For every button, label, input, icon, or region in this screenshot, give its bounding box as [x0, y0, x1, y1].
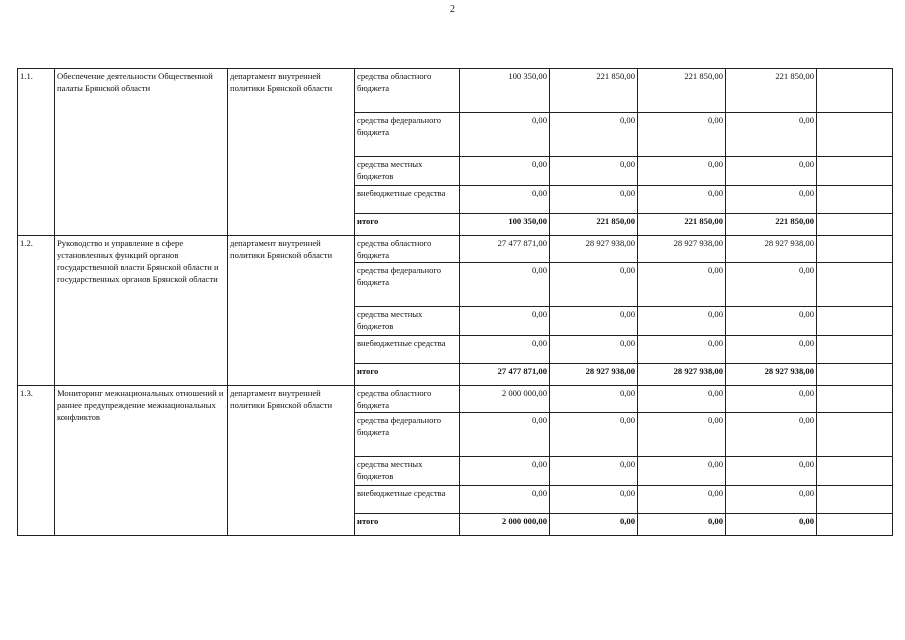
- section-executor: департамент внутренней политики Брянской области: [228, 69, 355, 236]
- amount-value: 0,00: [638, 486, 726, 514]
- total-value: 221 850,00: [638, 214, 726, 236]
- table-body: [18, 69, 893, 536]
- total-label: итого: [355, 214, 460, 236]
- empty-cell: [817, 236, 893, 263]
- amount-value: 0,00: [638, 386, 726, 413]
- amount-value: 0,00: [550, 186, 638, 214]
- funding-source: средства областного бюджета: [355, 386, 460, 413]
- amount-value: 0,00: [550, 486, 638, 514]
- amount-value: 0,00: [726, 336, 817, 364]
- empty-cell: [817, 364, 893, 386]
- amount-value: 0,00: [726, 413, 817, 457]
- amount-value: 0,00: [726, 263, 817, 307]
- empty-cell: [817, 113, 893, 157]
- amount-value: 221 850,00: [638, 69, 726, 113]
- amount-value: 0,00: [638, 113, 726, 157]
- amount-value: 0,00: [460, 413, 550, 457]
- empty-cell: [817, 186, 893, 214]
- amount-value: 28 927 938,00: [726, 236, 817, 263]
- amount-value: 0,00: [550, 413, 638, 457]
- funding-source: средства федерального бюджета: [355, 113, 460, 157]
- empty-cell: [817, 157, 893, 186]
- amount-value: 0,00: [460, 336, 550, 364]
- amount-value: 0,00: [460, 113, 550, 157]
- section-number: 1.1.: [18, 69, 55, 236]
- amount-value: 0,00: [638, 457, 726, 486]
- empty-cell: [817, 413, 893, 457]
- empty-cell: [817, 514, 893, 536]
- amount-value: 0,00: [550, 336, 638, 364]
- amount-value: 0,00: [726, 307, 817, 336]
- section-executor: департамент внутренней политики Брянской области: [228, 236, 355, 386]
- amount-value: 28 927 938,00: [638, 236, 726, 263]
- section-title: Обеспечение деятельности Общественной палаты Брянской области: [55, 69, 228, 236]
- amount-value: 0,00: [726, 386, 817, 413]
- amount-value: 0,00: [550, 386, 638, 413]
- amount-value: 0,00: [550, 457, 638, 486]
- funding-source: средства областного бюджета: [355, 69, 460, 113]
- total-value: 28 927 938,00: [726, 364, 817, 386]
- empty-cell: [817, 386, 893, 413]
- funding-source: внебюджетные средства: [355, 486, 460, 514]
- funding-source: средства федерального бюджета: [355, 263, 460, 307]
- funding-source: средства местных бюджетов: [355, 457, 460, 486]
- empty-cell: [817, 336, 893, 364]
- funding-source: средства местных бюджетов: [355, 307, 460, 336]
- amount-value: 221 850,00: [726, 69, 817, 113]
- table-row: [18, 69, 893, 113]
- amount-value: 0,00: [550, 113, 638, 157]
- total-value: 0,00: [726, 514, 817, 536]
- amount-value: 100 350,00: [460, 69, 550, 113]
- amount-value: 27 477 871,00: [460, 236, 550, 263]
- amount-value: 2 000 000,00: [460, 386, 550, 413]
- amount-value: 0,00: [638, 263, 726, 307]
- funding-source: средства местных бюджетов: [355, 157, 460, 186]
- total-value: 27 477 871,00: [460, 364, 550, 386]
- empty-cell: [817, 486, 893, 514]
- funding-source: внебюджетные средства: [355, 336, 460, 364]
- amount-value: 0,00: [638, 336, 726, 364]
- total-value: 221 850,00: [726, 214, 817, 236]
- section-title: Мониторинг межнациональных отношений и раннее предупреждение межнациональных конфликтов: [55, 386, 228, 536]
- amount-value: 0,00: [638, 157, 726, 186]
- total-value: 2 000 000,00: [460, 514, 550, 536]
- section-number: 1.3.: [18, 386, 55, 536]
- amount-value: 0,00: [460, 457, 550, 486]
- amount-value: 0,00: [638, 413, 726, 457]
- empty-cell: [817, 307, 893, 336]
- amount-value: 0,00: [460, 307, 550, 336]
- amount-value: 0,00: [726, 186, 817, 214]
- empty-cell: [817, 263, 893, 307]
- amount-value: 0,00: [460, 157, 550, 186]
- amount-value: 0,00: [460, 486, 550, 514]
- section-title: Руководство и управление в сфере установленных функций органов государственной власти Брянской области и государственных органов Брянской области: [55, 236, 228, 386]
- total-value: 100 350,00: [460, 214, 550, 236]
- amount-value: 0,00: [550, 157, 638, 186]
- amount-value: 0,00: [726, 113, 817, 157]
- amount-value: 0,00: [550, 263, 638, 307]
- table-row: [18, 386, 893, 413]
- amount-value: 221 850,00: [550, 69, 638, 113]
- budget-table: [17, 68, 893, 536]
- total-value: 28 927 938,00: [550, 364, 638, 386]
- total-value: 221 850,00: [550, 214, 638, 236]
- amount-value: 0,00: [550, 307, 638, 336]
- amount-value: 0,00: [726, 486, 817, 514]
- total-value: 0,00: [638, 514, 726, 536]
- page-number: 2: [450, 4, 455, 15]
- total-label: итого: [355, 364, 460, 386]
- amount-value: 0,00: [638, 307, 726, 336]
- amount-value: 0,00: [726, 157, 817, 186]
- amount-value: 0,00: [638, 186, 726, 214]
- total-value: 28 927 938,00: [638, 364, 726, 386]
- amount-value: 0,00: [460, 263, 550, 307]
- amount-value: 0,00: [460, 186, 550, 214]
- funding-source: внебюджетные средства: [355, 186, 460, 214]
- funding-source: средства областного бюджета: [355, 236, 460, 263]
- amount-value: 28 927 938,00: [550, 236, 638, 263]
- empty-cell: [817, 214, 893, 236]
- total-label: итого: [355, 514, 460, 536]
- total-value: 0,00: [550, 514, 638, 536]
- empty-cell: [817, 69, 893, 113]
- amount-value: 0,00: [726, 457, 817, 486]
- section-number: 1.2.: [18, 236, 55, 386]
- section-executor: департамент внутренней политики Брянской области: [228, 386, 355, 536]
- funding-source: средства федерального бюджета: [355, 413, 460, 457]
- table-row: [18, 236, 893, 263]
- empty-cell: [817, 457, 893, 486]
